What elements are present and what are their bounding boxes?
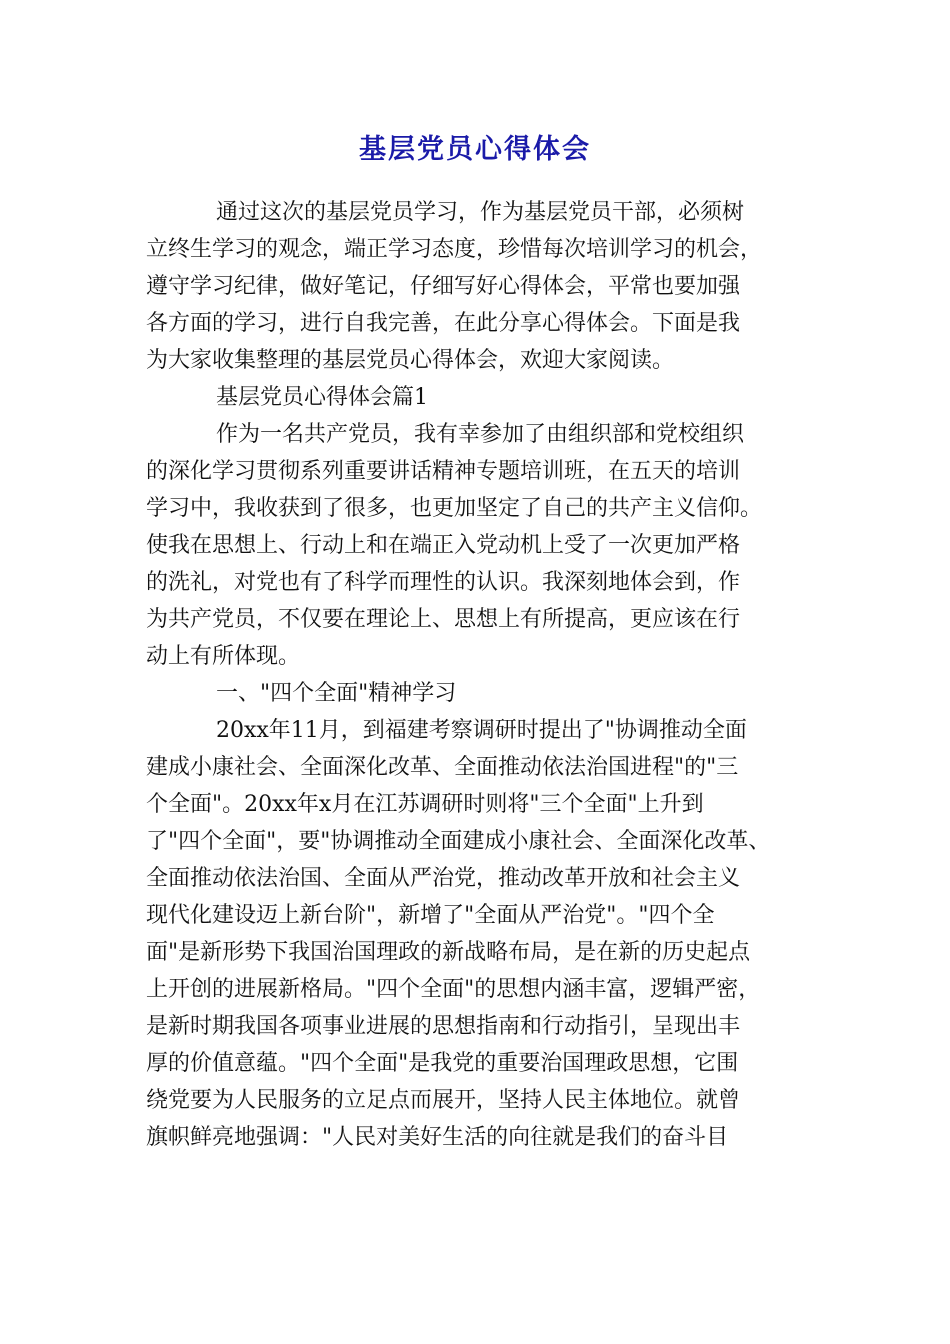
paragraph-line: 为大家收集整理的基层党员心得体会，欢迎大家阅读。 [146,348,675,373]
paragraph-line: 作为一名共产党员，我有幸参加了由组织部和党校组织 [216,422,745,447]
paragraph-line: 通过这次的基层党员学习，作为基层党员干部，必须树 [216,200,745,225]
paragraph-line: 建成小康社会、全面深化改革、全面推动依法治国进程"的"三 [146,755,739,780]
paragraph-line: 各方面的学习，进行自我完善，在此分享心得体会。下面是我 [146,311,741,336]
paragraph-line: 了"四个全面"，要"协调推动全面建成小康社会、全面深化改革、 [146,829,771,854]
paragraph-line: 个全面"。20xx年x月在江苏调研时则将"三个全面"上升到 [146,792,704,817]
paragraph-line: 使我在思想上、行动上和在端正入党动机上受了一次更加严格 [146,533,741,558]
paragraph-line: 遵守学习纪律，做好笔记，仔细写好心得体会，平常也要加强 [146,274,741,299]
paragraph-line: 旗帜鲜亮地强调："人民对美好生活的向往就是我们的奋斗目 [146,1125,729,1150]
paragraph-line: 动上有所体现。 [146,644,301,669]
paragraph-line: 现代化建设迈上新台阶"，新增了"全面从严治党"。"四个全 [146,903,715,928]
paragraph-line: 20xx年11月，到福建考察调研时提出了"协调推动全面 [216,718,747,743]
paragraph-line: 上开创的进展新格局。"四个全面"的思想内涵丰富，逻辑严密， [146,977,761,1002]
section-heading: 一、"四个全面"精神学习 [216,681,457,706]
paragraph-line: 绕党要为人民服务的立足点而展开，坚持人民主体地位。就曾 [146,1088,741,1113]
paragraph-line: 为共产党员，不仅要在理论上、思想上有所提高，更应该在行 [146,607,741,632]
section-heading: 基层党员心得体会篇1 [216,385,428,410]
paragraph-line: 的洗礼，对党也有了科学而理性的认识。我深刻地体会到，作 [146,570,741,595]
paragraph-line: 厚的价值意蕴。"四个全面"是我党的重要治国理政思想，它围 [146,1051,739,1076]
document-title: 基层党员心得体会 [359,134,591,165]
paragraph-line: 全面推动依法治国、全面从严治党，推动改革开放和社会主义 [146,866,741,891]
paragraph-line: 的深化学习贯彻系列重要讲话精神专题培训班，在五天的培训 [146,459,741,484]
paragraph-line: 是新时期我国各项事业进展的思想指南和行动指引，呈现出丰 [146,1014,741,1039]
paragraph-line: 立终生学习的观念，端正学习态度，珍惜每次培训学习的机会， [146,237,763,262]
paragraph-line: 学习中，我收获到了很多，也更加坚定了自己的共产主义信仰。 [146,496,763,521]
paragraph-line: 面"是新形势下我国治国理政的新战略布局，是在新的历史起点 [146,940,751,965]
